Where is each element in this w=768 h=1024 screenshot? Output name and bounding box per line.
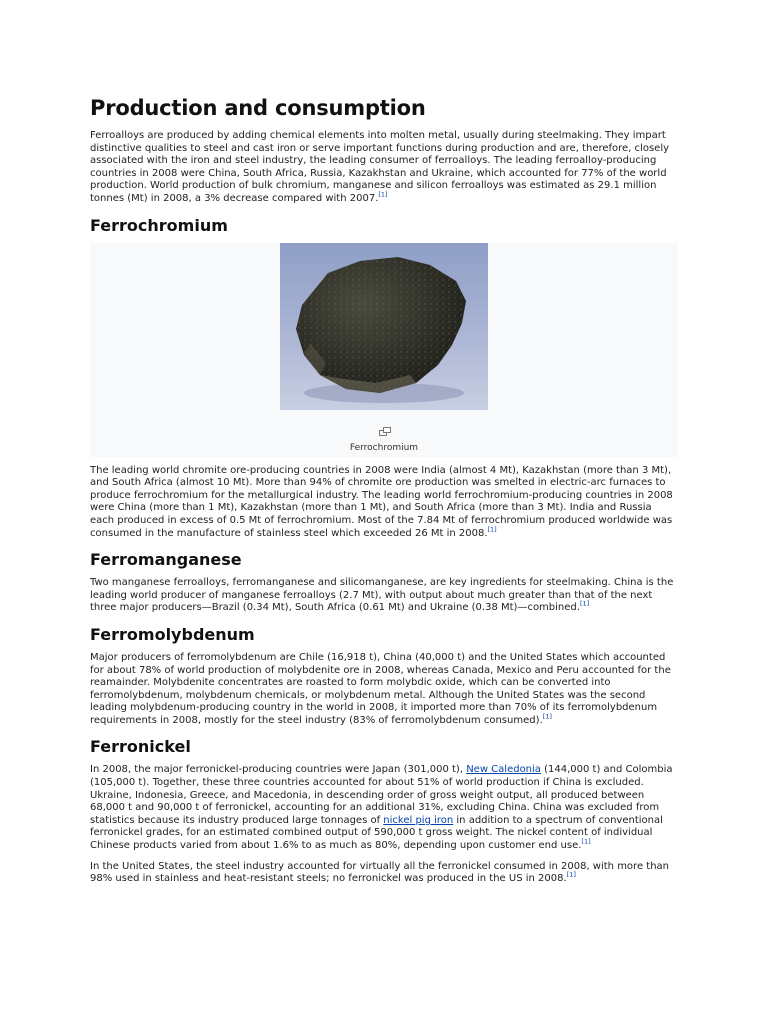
ferromolybdenum-text: Major producers of ferromolybdenum are Chile (16,918 t), China (40,000 t) and the United States which accounted for about 78% of world production of molybdenite ore in 2008, whereas Canada, Mexico and Peru accounted for the reamainder. Molybdenite concentrates are roasted to form molybdic oxide, which can be converted into ferromolybdenum, molybdenum chemicals, or molybdenum metal. Although the United States was the second leading molybdenum-producing country in the world in 2008, it imported more than 70% of its ferromolybdenum requirements in 2008, mostly for the steel industry (83% of ferromolybdenum consumed). bbox=[90, 651, 671, 726]
new-caledonia-link[interactable]: New Caledonia bbox=[466, 764, 541, 776]
ferronickel-text-part: In the United States, the steel industry accounted for virtually all the ferronickel consumed in 2008, with more than 98% used in stainless and heat-resistant steels; no ferronickel was produced in the US in 2008. bbox=[90, 860, 669, 885]
nickel-pig-iron-link[interactable]: nickel pig iron bbox=[383, 814, 454, 826]
citation-link[interactable]: [1] bbox=[566, 870, 576, 879]
magnify-clip-icon[interactable] bbox=[379, 422, 391, 432]
subsection-heading-ferromolybdenum: Ferromolybdenum bbox=[90, 624, 255, 644]
ferrochromium-paragraph bbox=[90, 465, 678, 541]
ferronickel-paragraph-2 bbox=[90, 861, 678, 886]
citation-link[interactable]: [1] bbox=[378, 190, 388, 199]
section-heading-production-and-consumption: Production and consumption bbox=[90, 96, 426, 120]
intro-paragraph bbox=[90, 130, 678, 206]
subsection-heading-ferronickel: Ferronickel bbox=[90, 737, 191, 757]
intro-text: Ferroalloys are produced by adding chemical elements into molten metal, usually during steelmaking. They impart distinctive qualities to steel and cast iron or serve important functions during production and are, therefore, closely associated with the iron and steel industry, the leading consumer of ferroalloys. The leading ferroalloy-producing countries in 2008 were China, South Africa, Russia, Kazakhstan and Ukraine, which accounted for 77% of the world production. World production of bulk chromium, manganese and silicon ferroalloys was estimated as 29.1 million tonnes (Mt) in 2008, a 3% decrease compared with 2007. bbox=[90, 130, 670, 204]
ferrochromium-image[interactable] bbox=[280, 243, 488, 410]
figure-caption: Ferrochromium bbox=[349, 442, 419, 453]
ferronickel-text-part: (144,000 t) and Colombia (105,000 t). Together, these three countries accounted for about 51% of world production if China is excluded. Ukraine, Indonesia, Greece, and Macedonia, in descending order of gross weight output, all produced between 68,000 t and 90,000 t of ferronickel, accounting for an additional 31%, excluding China. China was excluded from statistics because its industry produced large tonnages of bbox=[90, 764, 673, 826]
ferronickel-text-part: in addition to a spectrum of conventional ferronickel grades, for an estimated combined output of 590,000 t gross weight. The nickel content of individual Chinese products varied from about 1.6% to as much as 80%, depending upon customer end use. bbox=[90, 814, 663, 852]
ferrochromium-text: The leading world chromite ore-producing countries in 2008 were India (almost 4 Mt), Kazakhstan (more than 3 Mt), and South Africa (almost 10 Mt). More than 94% of chromite ore production was smelted in electric-arc furnaces to produce ferrochromium for the metallurgical industry. The leading world ferrochromium-producing countries in 2008 were China (more than 1 Mt), Kazakhstan (more than 1 Mt), and South Africa (more than 3 Mt). India and Russia each produced in excess of 0.5 Mt of ferrochromium. Most of the 7.84 Mt of ferrochromium produced worldwide was consumed in the manufacture of stainless steel which exceeded 26 Mt in 2008. bbox=[90, 464, 673, 539]
ferronickel-paragraph-1 bbox=[90, 764, 678, 852]
subsection-heading-ferromanganese: Ferromanganese bbox=[90, 550, 242, 570]
citation-link[interactable]: [1] bbox=[581, 837, 591, 846]
ferromanganese-text: Two manganese ferroalloys, ferromanganese and silicomanganese, are key ingredients for steelmaking. China is the leading world producer of manganese ferroalloys (2.7 Mt), with output about much greater than that of the next three major producers—Brazil (0.34 Mt), South Africa (0.61 Mt) and Ukraine (0.38 Mt)—combined. bbox=[90, 577, 674, 614]
ferronickel-text-part: In 2008, the major ferronickel-producing countries were Japan (301,000 t), bbox=[90, 764, 467, 776]
subsection-heading-ferrochromium: Ferrochromium bbox=[90, 215, 228, 235]
ferromanganese-paragraph bbox=[90, 577, 678, 615]
citation-link[interactable]: [1] bbox=[579, 599, 590, 608]
ferrochromium-figure bbox=[90, 243, 678, 457]
ferromolybdenum-paragraph bbox=[90, 652, 678, 728]
citation-link[interactable]: [1] bbox=[487, 525, 497, 534]
citation-link[interactable]: [1] bbox=[542, 712, 552, 721]
article-content bbox=[90, 96, 678, 894]
